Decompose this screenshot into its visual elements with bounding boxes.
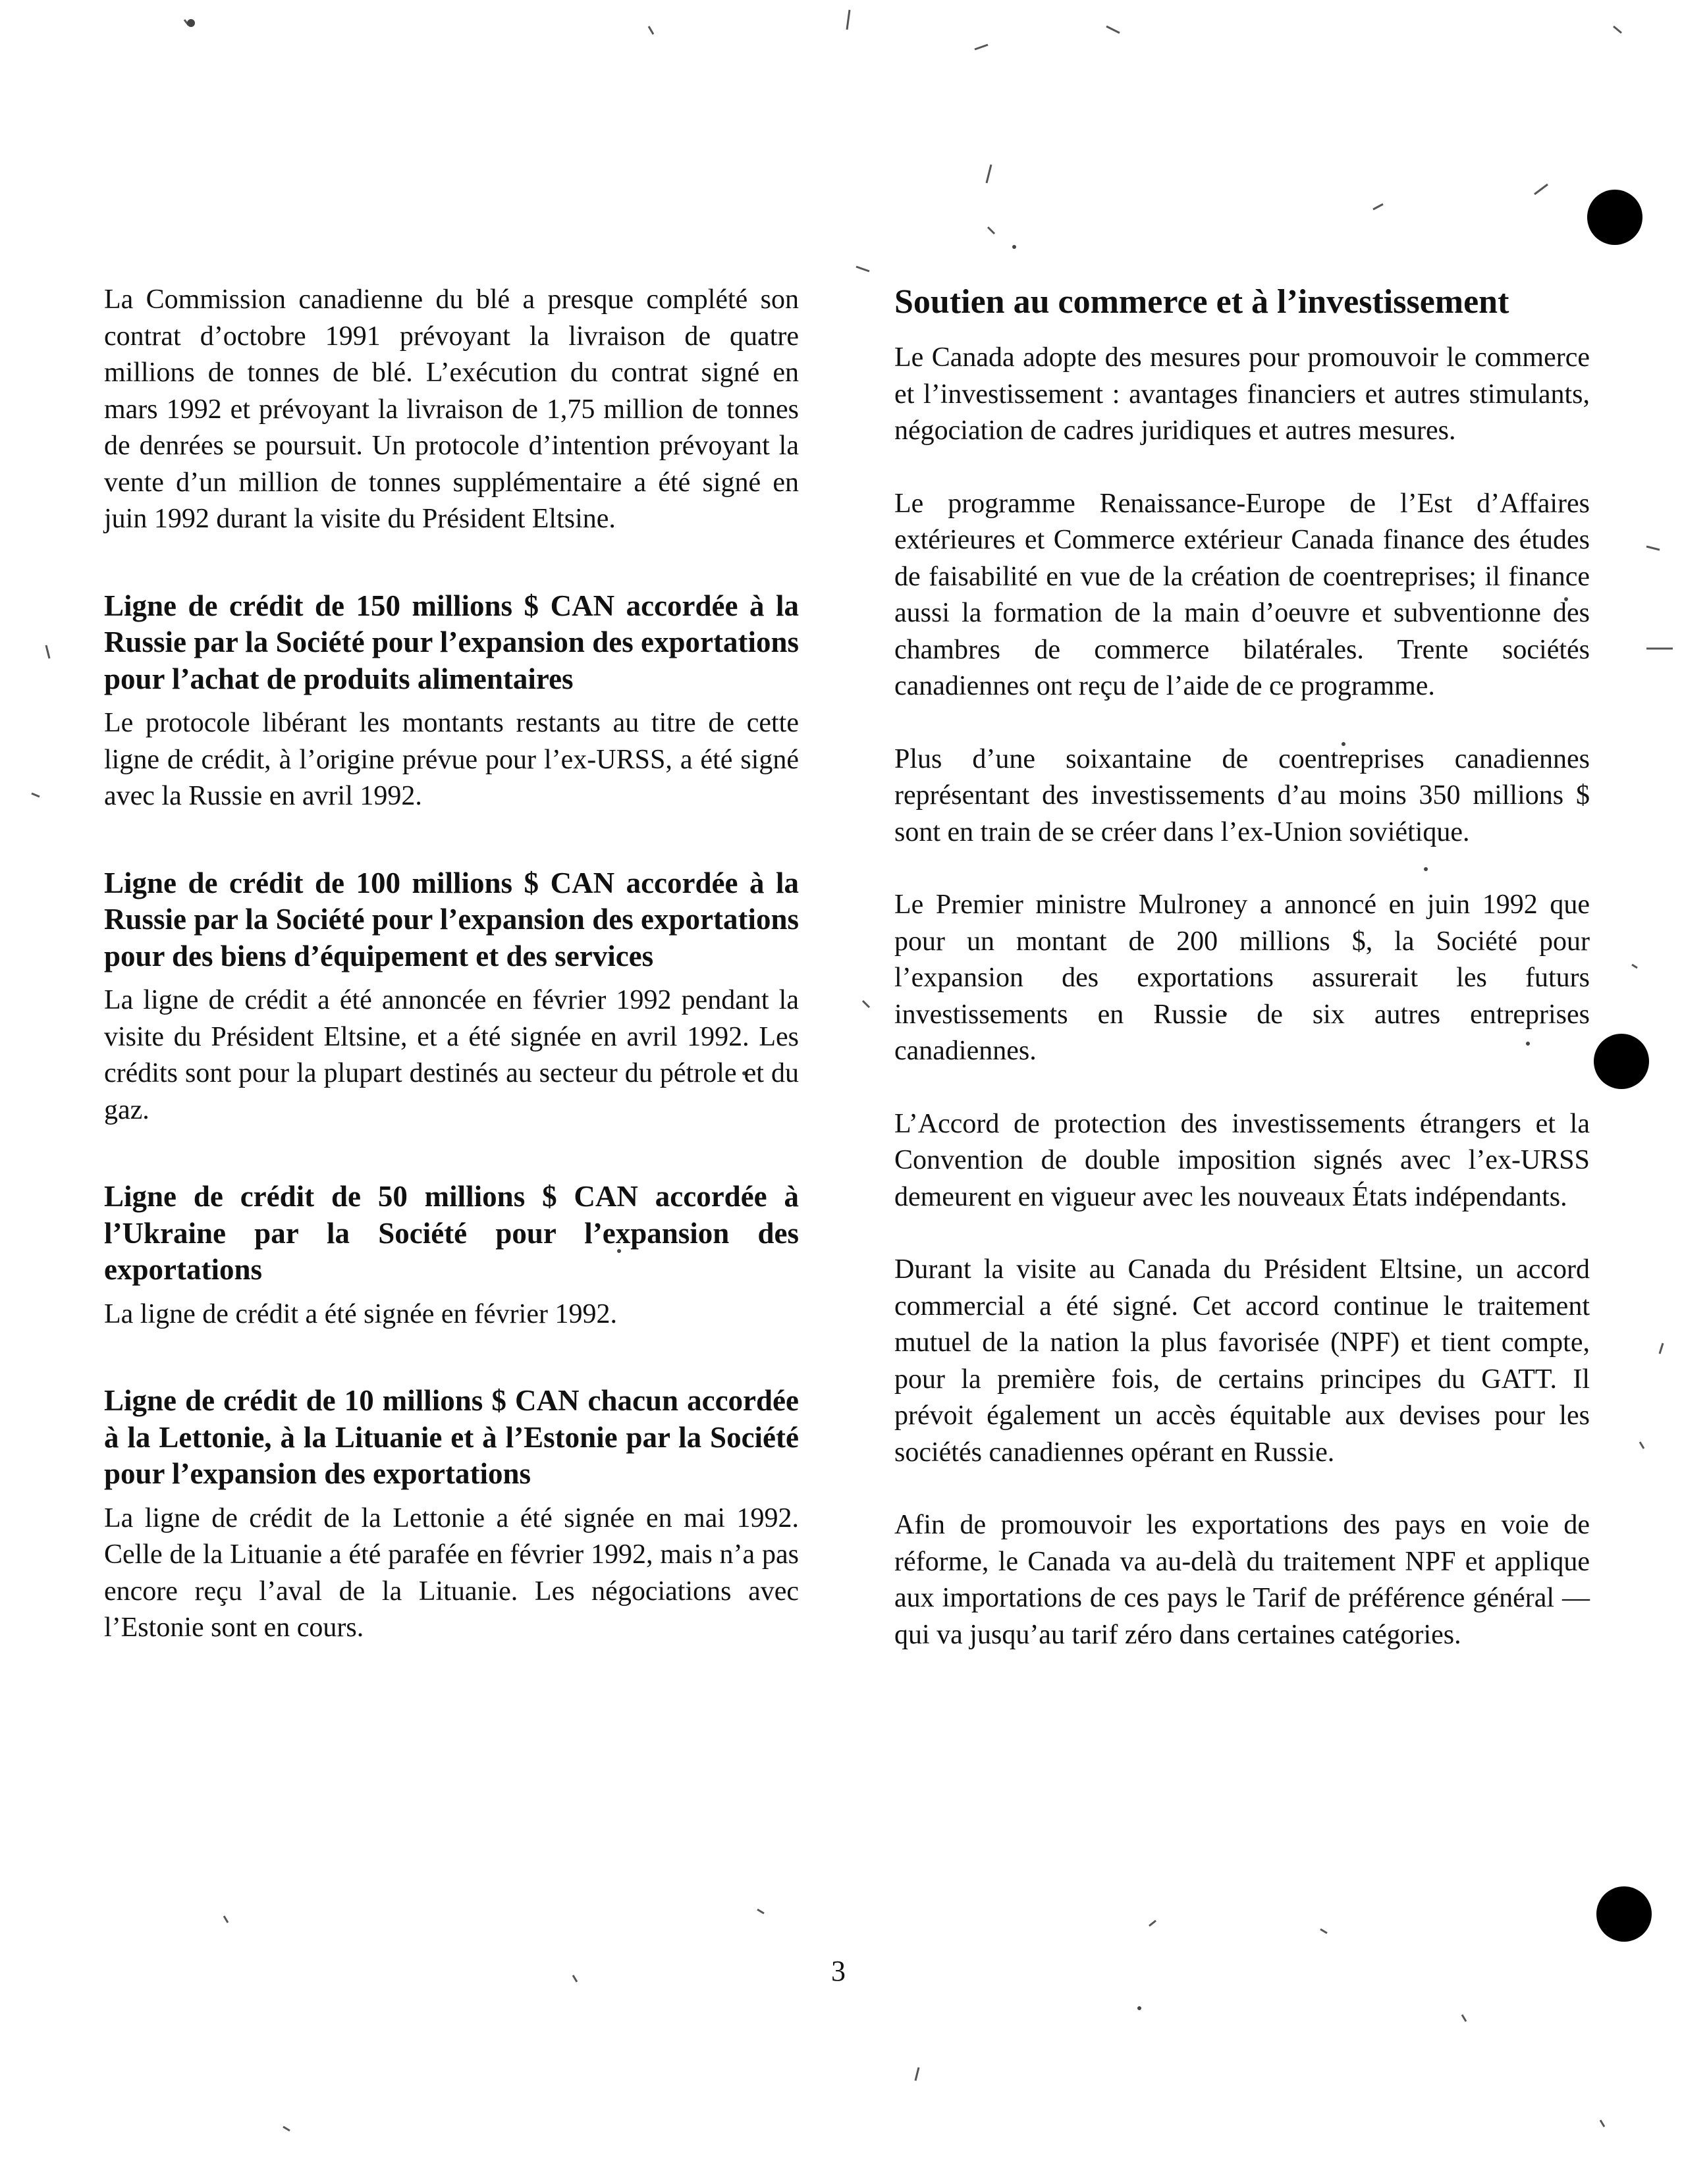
- paragraph: Le Canada adopte des mesures pour promouvoir le commerce et l’investissement : avantages financiers et autres stimulants, négociation de cadres juridiques et autres mesures.: [894, 342, 1590, 446]
- section-heading: Ligne de crédit de 150 millions $ CAN accordée à la Russie par la Société pour l’expansion des exportations pour l’achat de produits alimentaires: [104, 589, 799, 695]
- section-heading: Ligne de crédit de 50 millions $ CAN accordée à l’Ukraine par la Société pour l’expansion des exportations: [104, 1180, 799, 1286]
- page-number: 3: [831, 1955, 846, 1987]
- right-column: [894, 282, 1590, 1653]
- section-title: Soutien au commerce et à l’investissement: [894, 283, 1509, 321]
- paragraph: Le Premier ministre Mulroney a annoncé en juin 1992 que pour un montant de 200 millions $, la Société pour l’expansion des exportations assurerait les futurs investissements en Russie de six autres entreprises canadiennes.: [894, 890, 1590, 1066]
- paragraph: L’Accord de protection des investissements étrangers et la Convention de double imposition signés avec l’ex-URSS demeurent en vigueur avec les nouveaux États indépendants.: [894, 1108, 1590, 1212]
- punch-hole-bottom: [1596, 1886, 1652, 1942]
- punch-hole-top: [1587, 190, 1642, 245]
- punch-hole-middle: [1594, 1034, 1649, 1089]
- paragraph: Plus d’une soixantaine de coentreprises canadiennes représentant des investissements d’au moins 350 millions $ sont en train de se créer dans l’ex-Union soviétique.: [894, 743, 1590, 847]
- paragraph: Afin de promouvoir les exportations des pays en voie de réforme, le Canada va au-delà du traitement NPF et applique aux importations de ces pays le Tarif de préférence général — qui va jusqu’au tarif zéro dans certaines catégories.: [894, 1510, 1590, 1650]
- paragraph: Le programme Renaissance-Europe de l’Est d’Affaires extérieures et Commerce extérieur Canada finance des études de faisabilité en vue de la création de coentreprises; il finance aussi la formation de la main d’oeuvre et subventionne des chambres de commerce bilatérales. Trente sociétés canadiennes ont reçu de l’aide de ce programme.: [894, 488, 1590, 701]
- section-body: Le protocole libérant les montants restants au titre de cette ligne de crédit, à l’origine prévue pour l’ex-URSS, a été signé avec la Russie en avril 1992.: [104, 708, 799, 811]
- intro-paragraph: La Commission canadienne du blé a presque complété son contrat d’octobre 1991 prévoyant la livraison de quatre millions de tonnes de blé. L’exécution du contrat signé en mars 1992 et prévoyant la livraison de 1,75 million de tonnes de denrées se poursuit. Un protocole d’intention prévoyant la vente d’un million de tonnes supplémentaire a été signé en juin 1992 durant la visite du Président Eltsine.: [104, 284, 799, 534]
- left-column: [104, 282, 799, 1647]
- section-heading: Ligne de crédit de 10 millions $ CAN chacun accordée à la Lettonie, à la Lituanie et à l’Estonie par la Société pour l’expansion des exportations: [104, 1384, 799, 1490]
- section-body: La ligne de crédit a été signée en février 1992.: [104, 1298, 617, 1329]
- section-body: La ligne de crédit de la Lettonie a été signée en mai 1992. Celle de la Lituanie a été parafée en février 1992, mais n’a pas encore reçu l’aval de la Lituanie. Les négociations avec l’Estonie sont en cours.: [104, 1503, 799, 1643]
- paragraph: Durant la visite au Canada du Président Eltsine, un accord commercial a été signé. Cet accord continue le traitement mutuel de la nation la plus favorisée (NPF) et tient compte, pour la première fois, de certains principes du GATT. Il prévoit également un accès équitable aux devises pour les sociétés canadiennes opérant en Russie.: [894, 1254, 1590, 1468]
- section-body: La ligne de crédit a été annoncée en février 1992 pendant la visite du Président Eltsine, et a été signée en avril 1992. Les crédits sont pour la plupart destinés au secteur du pétrole et du gaz.: [104, 985, 799, 1125]
- section-heading: Ligne de crédit de 100 millions $ CAN accordée à la Russie par la Société pour l’expansion des exportations pour des biens d’équipement et des services: [104, 866, 799, 972]
